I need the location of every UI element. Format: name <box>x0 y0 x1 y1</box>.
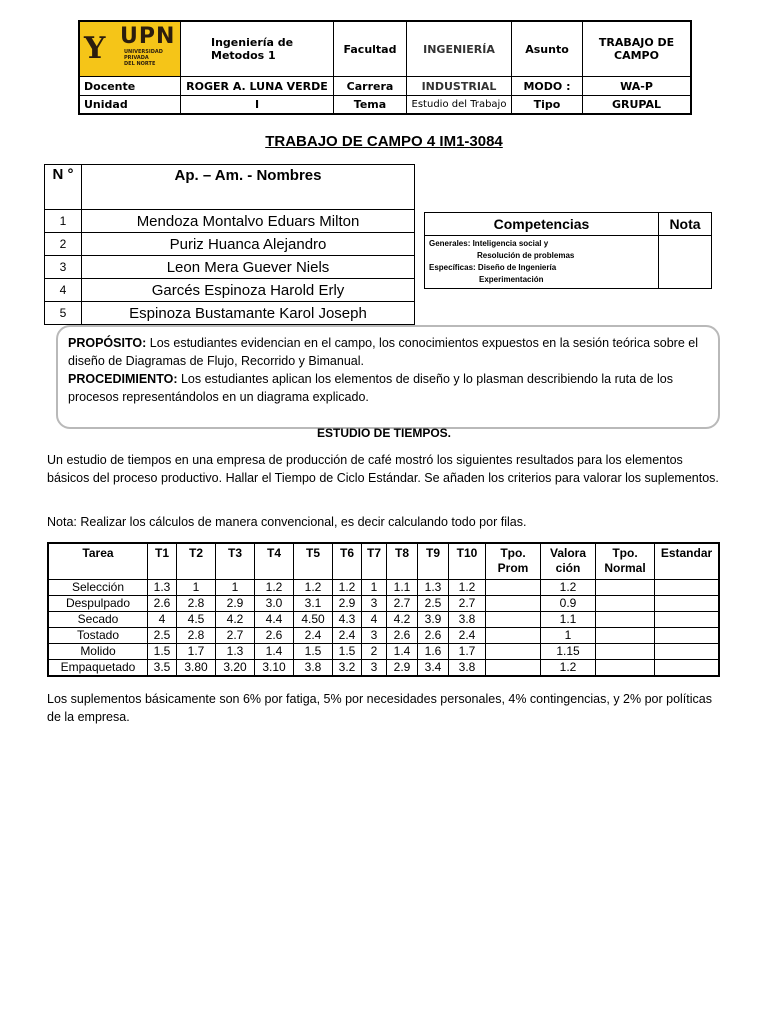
table-cell: 1.2 <box>333 580 362 596</box>
members-table <box>44 164 415 325</box>
table-cell: 2.5 <box>148 628 177 644</box>
table-cell: 1 <box>216 580 255 596</box>
table-cell <box>655 596 720 612</box>
table-cell <box>655 660 720 677</box>
table-cell: 1.3 <box>418 580 449 596</box>
table-cell: 3.8 <box>449 660 486 677</box>
table-cell: 4.5 <box>177 612 216 628</box>
table-cell: 3.4 <box>418 660 449 677</box>
table-cell: 1.6 <box>418 644 449 660</box>
table-cell <box>486 628 541 644</box>
supplements-paragraph: Los suplementos básicamente son 6% por fatiga, 5% por necesidades personales, 4% contingencias, y 2% por políticas de la empresa. <box>47 692 712 724</box>
table-cell: 3.1 <box>294 596 333 612</box>
study-title: ESTUDIO DE TIEMPOS. <box>316 426 451 440</box>
table-cell <box>596 628 655 644</box>
task-name-cell: Empaquetado <box>48 660 148 677</box>
task-name-cell: Selección <box>48 580 148 596</box>
table-cell: 1.3 <box>216 644 255 660</box>
table-cell: 3 <box>362 596 387 612</box>
times-table-body <box>48 580 719 677</box>
table-cell: 1 <box>362 580 387 596</box>
table-cell <box>655 628 720 644</box>
competencias-table <box>424 212 712 289</box>
num-header: N ° <box>45 165 82 210</box>
table-cell: 2.4 <box>294 628 333 644</box>
table-cell: 1.2 <box>449 580 486 596</box>
table-cell <box>486 612 541 628</box>
member-row: 1 Mendoza Montalvo Eduars Milton <box>45 210 415 233</box>
table-cell: 1.3 <box>148 580 177 596</box>
unidad-value: I <box>181 96 334 114</box>
table-cell <box>596 644 655 660</box>
modo-label: MODO : <box>512 77 583 96</box>
member-row: 4 Garcés Espinoza Harold Erly <box>45 279 415 302</box>
name-header: Ap. – Am. - Nombres <box>82 165 415 210</box>
table-cell: 4.2 <box>216 612 255 628</box>
table-cell: 1.7 <box>449 644 486 660</box>
logo-text: UPN <box>120 24 176 49</box>
task-name-cell: Molido <box>48 644 148 660</box>
table-row <box>48 628 719 644</box>
table-cell <box>655 612 720 628</box>
table-cell: 3.20 <box>216 660 255 677</box>
unidad-label: Unidad <box>79 96 181 114</box>
carrera-value: INDUSTRIAL <box>407 77 512 96</box>
table-cell: 1.2 <box>255 580 294 596</box>
table-cell: 3.8 <box>449 612 486 628</box>
table-cell <box>486 596 541 612</box>
tipo-label: Tipo <box>512 96 583 114</box>
table-cell: 2.7 <box>449 596 486 612</box>
table-cell: 3 <box>362 660 387 677</box>
table-cell: 3.80 <box>177 660 216 677</box>
table-cell: 4.50 <box>294 612 333 628</box>
table-row <box>48 612 719 628</box>
table-cell: 2.7 <box>216 628 255 644</box>
table-cell <box>655 580 720 596</box>
proposito-box <box>56 325 720 429</box>
table-cell: 2.9 <box>333 596 362 612</box>
table-row <box>48 660 719 677</box>
proposito-label: PROPÓSITO: <box>68 336 147 350</box>
table-cell: 3.5 <box>148 660 177 677</box>
task-name-cell: Secado <box>48 612 148 628</box>
facultad-value: INGENIERÍA <box>407 21 512 77</box>
nota-header: Nota <box>659 213 712 236</box>
problem-paragraph: Un estudio de tiempos en una empresa de producción de café mostró los siguientes resultados para los elementos básicos del proceso productivo. Hallar el Tiempo de Ciclo Estándar. Se añaden los criterios para valorar los suplementos. <box>47 453 719 485</box>
logo-subtitle: UNIVERSIDAD PRIVADA DEL NORTE <box>124 49 163 67</box>
table-cell: 1.7 <box>177 644 216 660</box>
table-cell: 2.6 <box>418 628 449 644</box>
table-cell <box>596 580 655 596</box>
table-cell: 1 <box>541 628 596 644</box>
table-cell: 4 <box>362 612 387 628</box>
nota-cell <box>659 236 712 289</box>
table-cell <box>596 612 655 628</box>
table-cell: 3.0 <box>255 596 294 612</box>
table-cell <box>596 596 655 612</box>
header-table <box>78 20 692 115</box>
table-cell: 1.5 <box>294 644 333 660</box>
task-name-cell: Tostado <box>48 628 148 644</box>
tipo-value: GRUPAL <box>583 96 692 114</box>
table-cell: 0.9 <box>541 596 596 612</box>
table-row <box>48 644 719 660</box>
table-cell <box>486 644 541 660</box>
table-cell: 3.10 <box>255 660 294 677</box>
member-row: 5 Espinoza Bustamante Karol Joseph <box>45 302 415 325</box>
times-header-row: Tarea T1 T2 T3 T4 T5 T6 T7 T8 T9 T10 Tpo. Prom Valora ción Tpo. Normal Estandar <box>48 543 719 580</box>
table-cell: 2.6 <box>387 628 418 644</box>
tema-value: Estudio del Trabajo <box>407 96 512 114</box>
procedimiento-label: PROCEDIMIENTO: <box>68 372 178 386</box>
tema-label: Tema <box>334 96 407 114</box>
table-cell: 2.9 <box>387 660 418 677</box>
facultad-label: Facultad <box>334 21 407 77</box>
page-title: TRABAJO DE CAMPO 4 IM1-3084 <box>265 133 503 150</box>
table-cell: 1.5 <box>148 644 177 660</box>
procedimiento-text: Los estudiantes aplican los elementos de diseño y lo plasman describiendo la ruta de los procesos representándolos en un diagrama explicado. <box>68 372 673 404</box>
table-cell: 2 <box>362 644 387 660</box>
table-cell: 2.4 <box>449 628 486 644</box>
table-cell: 1.4 <box>255 644 294 660</box>
table-cell: 3.2 <box>333 660 362 677</box>
table-cell: 1.2 <box>294 580 333 596</box>
table-cell: 1.2 <box>541 580 596 596</box>
task-name-cell: Despulpado <box>48 596 148 612</box>
docente-value: ROGER A. LUNA VERDE <box>181 77 334 96</box>
asunto-value: TRABAJO DE CAMPO <box>583 21 692 77</box>
course-name: Ingeniería de Metodos 1 <box>181 21 334 77</box>
table-cell: 2.8 <box>177 596 216 612</box>
proposito-text: Los estudiantes evidencian en el campo, los conocimientos expuestos en la sesión teórica sobre el diseño de Diagramas de Flujo, Recorrido y Bimanual. <box>68 336 698 368</box>
table-cell: 4.2 <box>387 612 418 628</box>
table-cell: 3 <box>362 628 387 644</box>
note-paragraph: Nota: Realizar los cálculos de manera convencional, es decir calculando todo por filas. <box>47 515 527 529</box>
member-row: 2 Puriz Huanca Alejandro <box>45 233 415 256</box>
logo <box>79 21 181 77</box>
table-cell: 1 <box>177 580 216 596</box>
table-cell: 3.8 <box>294 660 333 677</box>
table-cell: 2.8 <box>177 628 216 644</box>
table-cell: 2.4 <box>333 628 362 644</box>
competencias-header: Competencias <box>425 213 659 236</box>
asunto-label: Asunto <box>512 21 583 77</box>
table-cell: 2.6 <box>148 596 177 612</box>
table-cell <box>486 660 541 677</box>
table-cell: 1.15 <box>541 644 596 660</box>
member-row: 3 Leon Mera Guever Niels <box>45 256 415 279</box>
table-cell: 2.7 <box>387 596 418 612</box>
table-cell: 4 <box>148 612 177 628</box>
table-cell: 4.3 <box>333 612 362 628</box>
table-cell: 1.1 <box>387 580 418 596</box>
table-cell: 1.1 <box>541 612 596 628</box>
table-cell: 2.5 <box>418 596 449 612</box>
table-cell <box>596 660 655 677</box>
logo-mark-icon: Y <box>84 31 106 66</box>
docente-label: Docente <box>79 77 181 96</box>
competencias-detail: Generales: Inteligencia social y Resolución de problemas Específicas: Diseño de Ingeniería Experimentación <box>425 236 659 289</box>
times-table <box>47 542 720 677</box>
table-cell <box>655 644 720 660</box>
table-cell: 2.6 <box>255 628 294 644</box>
table-cell: 1.4 <box>387 644 418 660</box>
table-cell: 3.9 <box>418 612 449 628</box>
carrera-label: Carrera <box>334 77 407 96</box>
table-row <box>48 580 719 596</box>
table-cell: 2.9 <box>216 596 255 612</box>
table-cell: 1.2 <box>541 660 596 677</box>
table-cell: 4.4 <box>255 612 294 628</box>
modo-value: WA-P <box>583 77 692 96</box>
table-row <box>48 596 719 612</box>
table-cell <box>486 580 541 596</box>
table-cell: 1.5 <box>333 644 362 660</box>
